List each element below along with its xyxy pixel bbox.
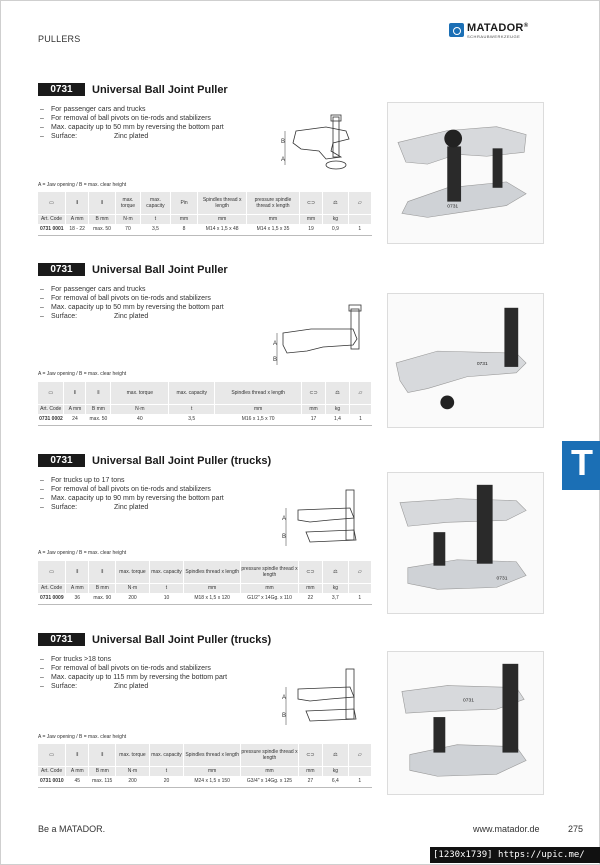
feature-item: – Max. capacity up to 115 mm by reversing the bottom part — [38, 673, 238, 682]
jaw-opening-icon: ⫴ — [66, 192, 89, 214]
sketch-label-a: A — [282, 516, 287, 522]
product-photo — [387, 472, 544, 614]
sketch-label-a: A — [273, 341, 278, 347]
unit-cell: Art. Code — [38, 214, 66, 224]
value-cell: 36 — [66, 593, 89, 604]
unit-cell: t — [150, 583, 184, 593]
spec-header: pressure spindle thread x length — [241, 744, 298, 766]
article-code[interactable]: 0731 0002 — [38, 414, 64, 425]
puller-sketch — [270, 667, 370, 735]
product-section-0731-0009 — [38, 454, 544, 619]
value-cell: 17 — [302, 414, 326, 425]
product-title: Universal Ball Joint Puller — [92, 263, 228, 276]
watermark-label: [1230x1739] https://upic.me/ — [430, 847, 600, 863]
spec-units-row — [38, 214, 372, 224]
surface-label: Surface: — [51, 504, 78, 511]
product-section-0731-0010 — [38, 633, 544, 803]
unit-cell: mm — [247, 214, 300, 224]
feature-item: – Max. capacity up to 50 mm by reversing the bottom part — [38, 303, 238, 312]
value-cell: 3,5 — [169, 414, 215, 425]
matador-logo — [449, 23, 528, 39]
clear-height-icon: ⫴ — [86, 382, 111, 404]
unit-cell: t — [169, 404, 215, 414]
surface-label: Surface: — [51, 683, 78, 690]
sketch-label-b: B — [282, 713, 287, 719]
unit-cell — [348, 766, 371, 776]
value-cell: 18 - 22 — [66, 224, 89, 235]
value-cell: 70 — [115, 224, 140, 235]
product-code-badge: 0731 — [38, 454, 85, 467]
spec-table — [38, 382, 372, 426]
sketch-label-a: A — [282, 695, 287, 701]
package-icon: ▱ — [348, 192, 371, 214]
value-cell: 8 — [170, 224, 198, 235]
value-cell: G3/4" x 14Gg. x 125 — [241, 776, 298, 787]
clear-height-icon: ⫴ — [89, 561, 116, 583]
feature-list — [38, 476, 238, 512]
dimension-legend: A = Jaw opening / B = max. clear height — [38, 182, 127, 188]
wrench-icon: ⊂⊃ — [298, 744, 322, 766]
value-cell: 200 — [116, 593, 150, 604]
logo-icon — [449, 23, 464, 37]
scale-icon: ⚖ — [323, 192, 348, 214]
product-section-0731-0001 — [38, 83, 544, 248]
product-section-0731-0002 — [38, 263, 544, 433]
spec-header: max. torque — [116, 561, 150, 583]
article-code[interactable]: 0731 0001 — [38, 224, 66, 235]
value-cell: 45 — [66, 776, 89, 787]
spec-table — [38, 744, 372, 788]
unit-cell: mm — [299, 214, 322, 224]
logo-name: MATADOR — [467, 22, 524, 34]
spec-header-row — [38, 744, 372, 766]
feature-item: – For removal of ball pivots on tie-rods and stabilizers — [38, 485, 238, 494]
spec-units-row — [38, 583, 372, 593]
page-number: 275 — [568, 824, 584, 834]
feature-list — [38, 655, 238, 691]
value-cell: 27 — [298, 776, 322, 787]
value-cell: M14 x 1,5 x 48 — [198, 224, 247, 235]
value-cell: 1 — [348, 776, 371, 787]
table-row[interactable] — [38, 593, 372, 604]
value-cell: max. 115 — [89, 776, 116, 787]
photo-tag: 0731 — [496, 576, 508, 582]
spec-header: Pin — [170, 192, 198, 214]
unit-cell: kg — [323, 583, 348, 593]
feature-item: – For removal of ball pivots on tie-rods and stabilizers — [38, 294, 238, 303]
sketch-label-a: A — [281, 157, 286, 163]
unit-cell: mm — [215, 404, 302, 414]
value-cell: M24 x 1,5 x 150 — [183, 776, 240, 787]
footer-slogan: Be a MATADOR. — [38, 824, 106, 834]
spec-table — [38, 192, 372, 236]
spec-header: pressure spindle thread x length — [241, 561, 298, 583]
unit-cell: N·m — [115, 214, 140, 224]
unit-cell: kg — [326, 404, 350, 414]
photo-tag: 0731 — [463, 698, 474, 704]
unit-cell: kg — [323, 214, 348, 224]
feature-item: – For trucks up to 17 tons — [38, 476, 238, 485]
value-cell: max. 90 — [89, 593, 116, 604]
article-code[interactable]: 0731 0010 — [38, 776, 66, 787]
surface-value: Zinc plated — [114, 683, 149, 690]
product-code-badge: 0731 — [38, 633, 85, 646]
clear-height-icon: ⫴ — [89, 744, 116, 766]
footer-url[interactable]: www.matador.de — [473, 824, 540, 834]
value-cell: 19 — [299, 224, 322, 235]
spec-header: max. capacity — [169, 382, 215, 404]
value-cell: max. 50 — [89, 224, 115, 235]
unit-cell: mm — [198, 214, 247, 224]
clear-height-icon: ⫴ — [89, 192, 115, 214]
table-row[interactable] — [38, 224, 372, 235]
value-cell: M14 x 1,5 x 35 — [247, 224, 300, 235]
table-row[interactable] — [38, 414, 372, 425]
value-cell: 200 — [116, 776, 150, 787]
product-photo — [387, 102, 544, 244]
value-cell: 24 — [64, 414, 86, 425]
value-cell: 1 — [348, 593, 371, 604]
unit-cell: mm — [170, 214, 198, 224]
spec-header: Spindles thread x length — [198, 192, 247, 214]
puller-sketch — [271, 113, 371, 183]
unit-cell: A mm — [66, 766, 89, 776]
surface-value: Zinc plated — [114, 133, 149, 140]
unit-cell: mm — [183, 766, 240, 776]
unit-cell: mm — [298, 583, 322, 593]
feature-item: – For removal of ball pivots on tie-rods and stabilizers — [38, 664, 238, 673]
article-code[interactable]: 0731 0009 — [38, 593, 66, 604]
feature-item — [38, 503, 238, 512]
package-icon: ▱ — [349, 382, 371, 404]
unit-cell — [348, 583, 371, 593]
pc-icon: ▭ — [38, 192, 66, 214]
scale-icon: ⚖ — [323, 744, 348, 766]
spec-header: pressure spindle thread x length — [247, 192, 300, 214]
feature-item — [38, 132, 238, 141]
spec-header: max. capacity — [141, 192, 171, 214]
unit-cell: mm — [241, 583, 298, 593]
surface-value: Zinc plated — [114, 313, 149, 320]
wrench-icon: ⊂⊃ — [302, 382, 326, 404]
product-code-badge: 0731 — [38, 83, 85, 96]
spec-header: Spindles thread x length — [215, 382, 302, 404]
value-cell: 0,9 — [323, 224, 348, 235]
pc-icon: ▭ — [38, 561, 66, 583]
unit-cell: A mm — [66, 583, 89, 593]
value-cell: 6,4 — [323, 776, 348, 787]
pc-icon: ▭ — [38, 744, 66, 766]
unit-cell: mm — [183, 583, 240, 593]
spec-header-row — [38, 561, 372, 583]
dimension-legend: A = Jaw opening / B = max. clear height — [38, 734, 127, 740]
feature-item: – Max. capacity up to 90 mm by reversing the bottom part — [38, 494, 238, 503]
unit-cell: Art. Code — [38, 583, 66, 593]
logo-subtitle: SCHRAUBWERKZEUGE — [467, 34, 521, 39]
spec-header-row — [38, 192, 372, 214]
feature-item — [38, 682, 238, 691]
spec-header: Spindles thread x length — [183, 744, 240, 766]
jaw-opening-icon: ⫴ — [66, 744, 89, 766]
puller-sketch — [263, 303, 373, 373]
spec-units-row — [38, 404, 372, 414]
feature-list — [38, 285, 238, 321]
product-title: Universal Ball Joint Puller — [92, 83, 228, 96]
wrench-icon: ⊂⊃ — [298, 561, 322, 583]
feature-item: – Max. capacity up to 50 mm by reversing the bottom part — [38, 123, 238, 132]
feature-item: – For removal of ball pivots on tie-rods and stabilizers — [38, 114, 238, 123]
value-cell: 22 — [298, 593, 322, 604]
jaw-opening-icon: ⫴ — [64, 382, 86, 404]
spec-header: Spindles thread x length — [183, 561, 240, 583]
spec-units-row — [38, 766, 372, 776]
dimension-legend: A = Jaw opening / B = max. clear height — [38, 371, 127, 377]
value-cell: 3,7 — [323, 593, 348, 604]
unit-cell: Art. Code — [38, 766, 66, 776]
unit-cell: A mm — [64, 404, 86, 414]
photo-tag: 0731 — [476, 361, 488, 367]
product-title: Universal Ball Joint Puller (trucks) — [92, 633, 272, 646]
spec-header: max. torque — [111, 382, 169, 404]
value-cell: 1 — [349, 414, 371, 425]
unit-cell: B mm — [89, 583, 116, 593]
logo-registered: ® — [523, 23, 529, 29]
unit-cell: mm — [241, 766, 298, 776]
feature-item — [38, 312, 238, 321]
unit-cell: N·m — [116, 583, 150, 593]
pc-icon: ▭ — [38, 382, 64, 404]
unit-cell — [348, 214, 371, 224]
package-icon: ▱ — [348, 744, 371, 766]
unit-cell: B mm — [86, 404, 111, 414]
value-cell: 20 — [150, 776, 184, 787]
scale-icon: ⚖ — [326, 382, 350, 404]
surface-label: Surface: — [51, 313, 78, 320]
spec-header: max. capacity — [150, 561, 184, 583]
product-photo — [387, 293, 544, 428]
category-heading: PULLERS — [38, 34, 81, 44]
unit-cell: N·m — [116, 766, 150, 776]
dimension-legend: A = Jaw opening / B = max. clear height — [38, 550, 127, 556]
value-cell: G1/2" x 14Gg. x 110 — [241, 593, 298, 604]
jaw-opening-icon: ⫴ — [66, 561, 89, 583]
surface-value: Zinc plated — [114, 504, 149, 511]
spec-header: max. torque — [115, 192, 140, 214]
unit-cell: B mm — [89, 766, 116, 776]
value-cell: 1,4 — [326, 414, 350, 425]
unit-cell: mm — [302, 404, 326, 414]
product-title: Universal Ball Joint Puller (trucks) — [92, 454, 272, 467]
sketch-label-b: B — [281, 139, 286, 145]
package-icon: ▱ — [348, 561, 371, 583]
feature-list — [38, 105, 238, 141]
feature-item: – For trucks >18 tons — [38, 655, 238, 664]
surface-label: Surface: — [51, 133, 78, 140]
spec-header: max. torque — [116, 744, 150, 766]
value-cell: 10 — [150, 593, 184, 604]
value-cell: M18 x 1,5 x 120 — [183, 593, 240, 604]
spec-header: max. capacity — [150, 744, 184, 766]
unit-cell: t — [150, 766, 184, 776]
table-row[interactable] — [38, 776, 372, 787]
product-photo — [387, 651, 544, 795]
tab-letter: T — [571, 442, 593, 483]
unit-cell: N·m — [111, 404, 169, 414]
feature-item: – For passenger cars and trucks — [38, 105, 238, 114]
puller-sketch — [270, 488, 370, 556]
value-cell: 1 — [348, 224, 371, 235]
value-cell: M16 x 1,5 x 70 — [215, 414, 302, 425]
wrench-icon: ⊂⊃ — [299, 192, 322, 214]
unit-cell — [349, 404, 371, 414]
value-cell: 3,5 — [141, 224, 171, 235]
value-cell: 40 — [111, 414, 169, 425]
sketch-label-b: B — [273, 357, 278, 363]
spec-table — [38, 561, 372, 605]
value-cell: max. 50 — [86, 414, 111, 425]
feature-item: – For passenger cars and trucks — [38, 285, 238, 294]
photo-tag: 0731 — [447, 204, 459, 210]
unit-cell: A mm — [66, 214, 89, 224]
unit-cell: mm — [298, 766, 322, 776]
product-code-badge: 0731 — [38, 263, 85, 276]
unit-cell: Art. Code — [38, 404, 64, 414]
section-tab-marker[interactable] — [562, 441, 600, 490]
unit-cell: B mm — [89, 214, 115, 224]
sketch-label-b: B — [282, 534, 287, 540]
unit-cell: kg — [323, 766, 348, 776]
unit-cell: t — [141, 214, 171, 224]
spec-header-row — [38, 382, 372, 404]
scale-icon: ⚖ — [323, 561, 348, 583]
